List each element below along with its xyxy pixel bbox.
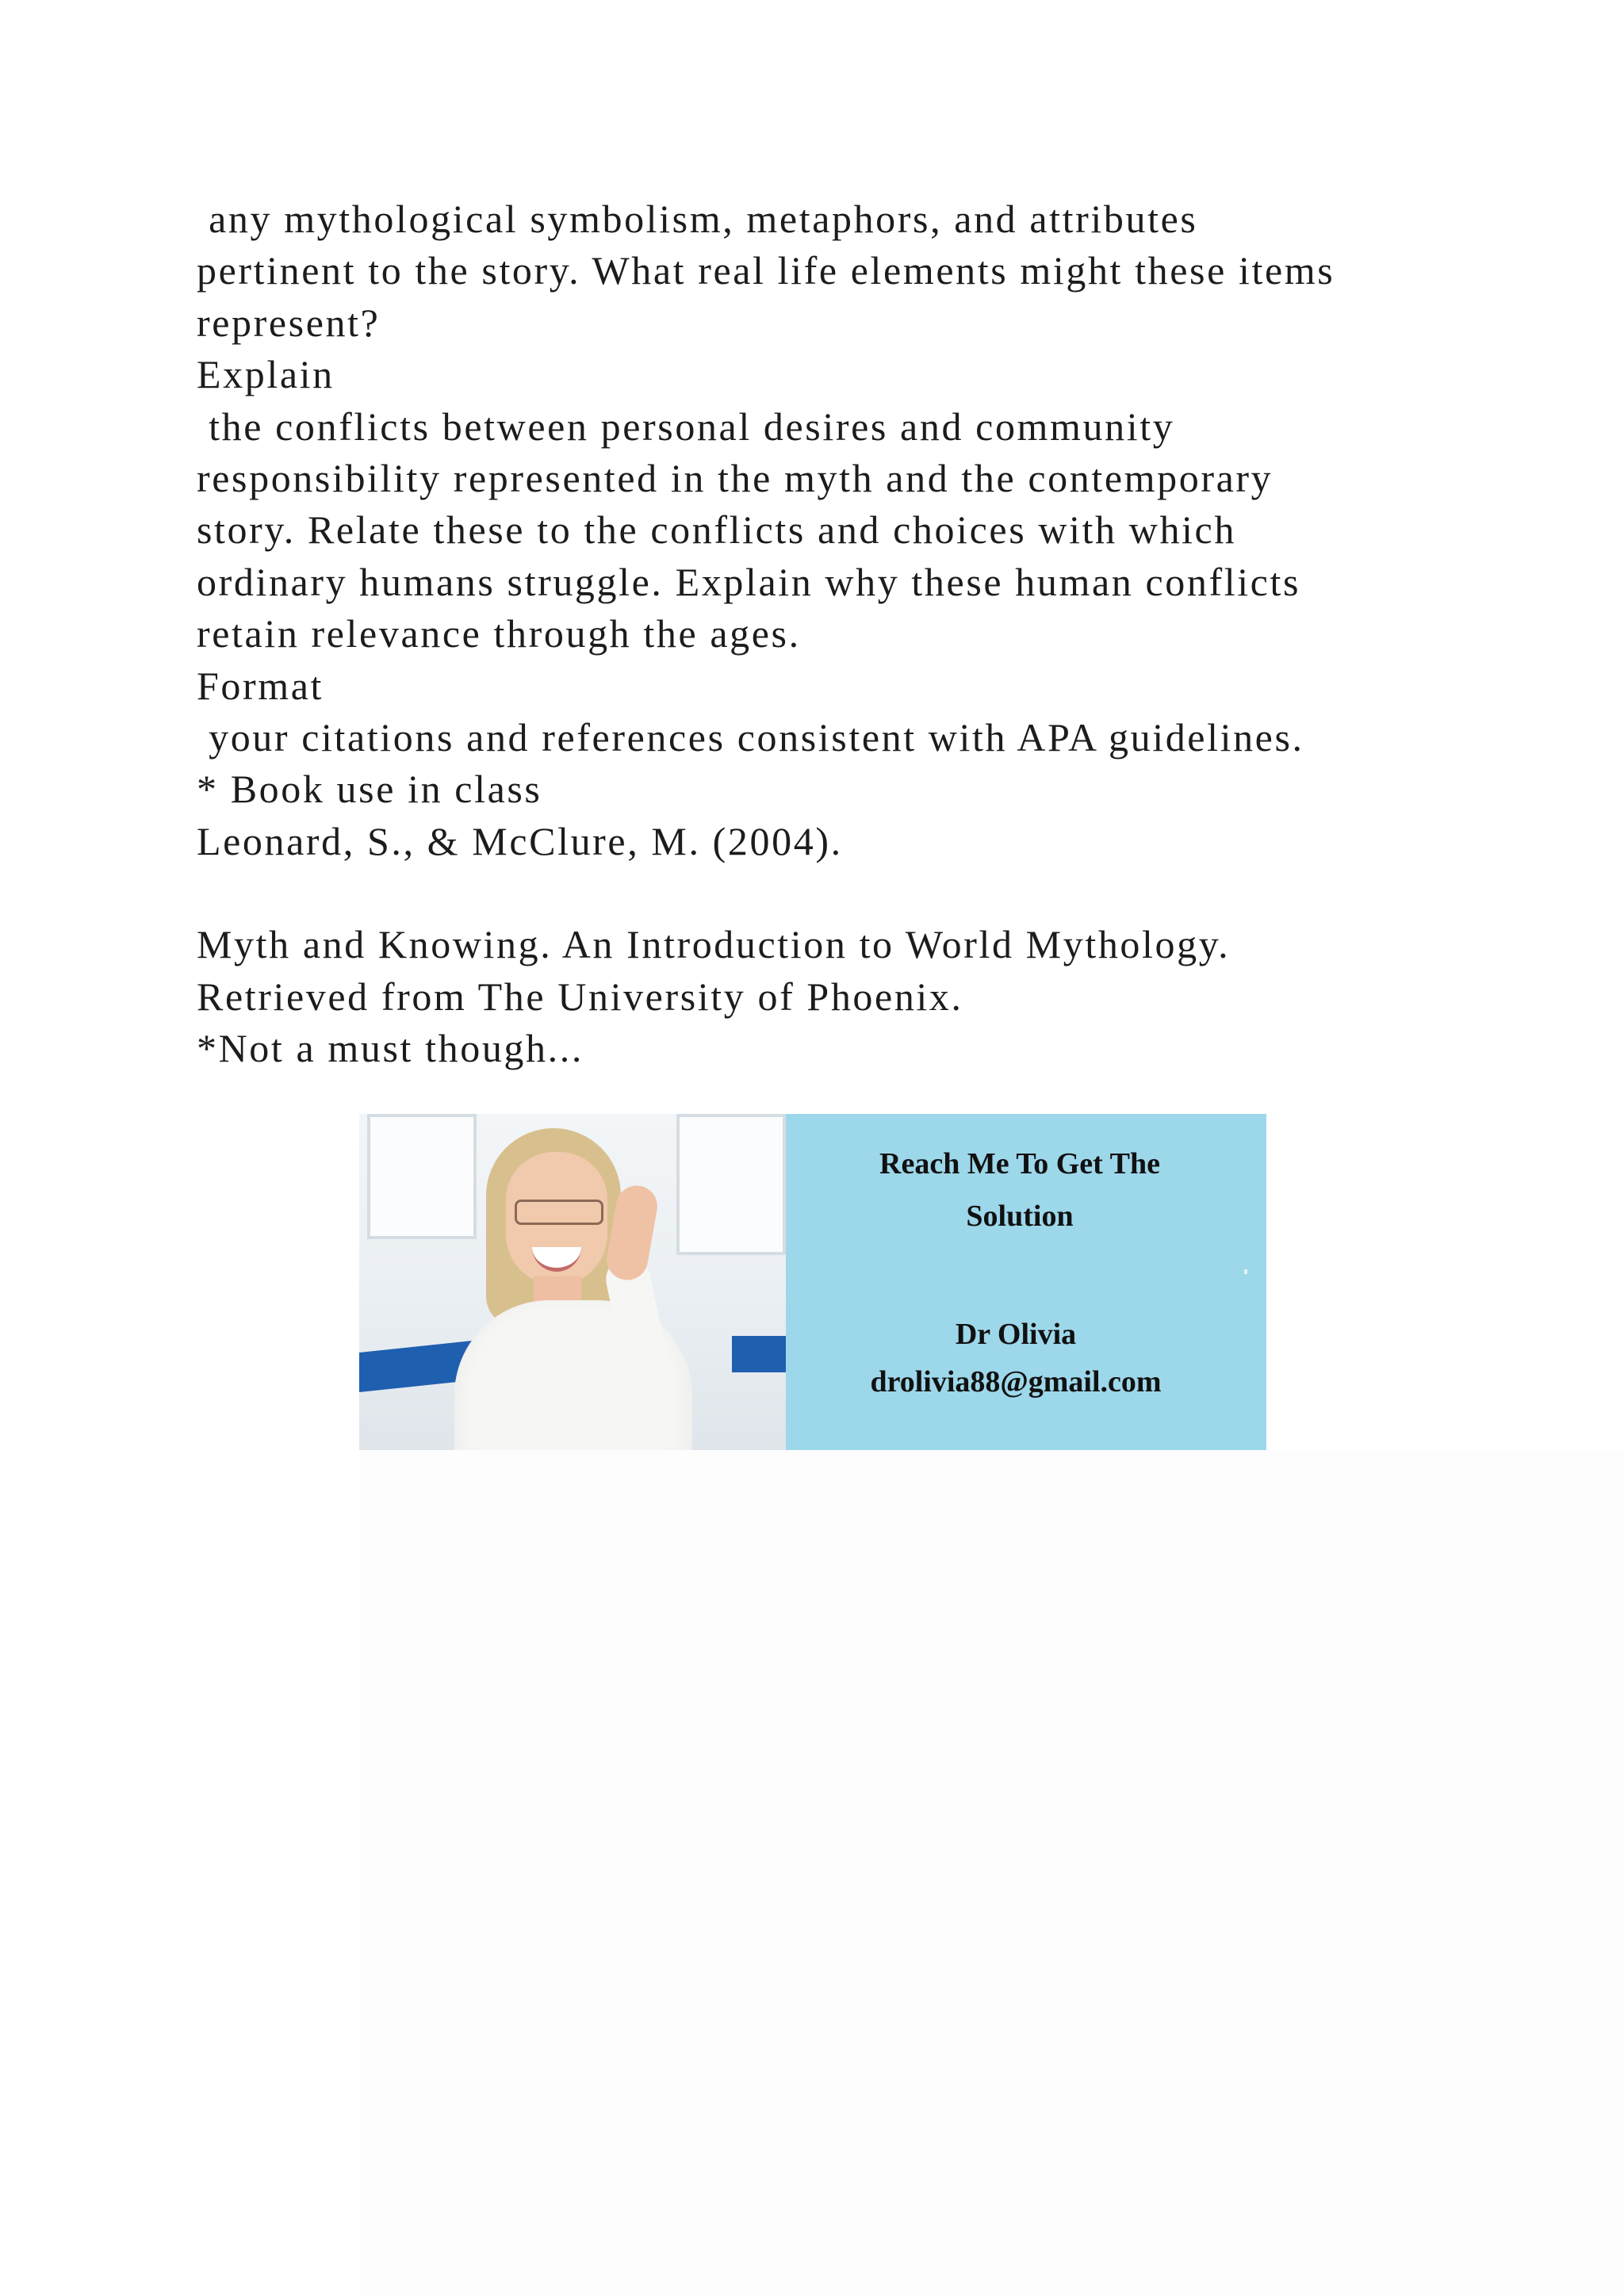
glasses-shape [515,1200,603,1225]
document-body [197,193,1497,1075]
blank-line [197,867,1497,919]
reference-title-line: Myth and Knowing. An Introduction to World Mythology. [197,922,1231,967]
text-line: represent? [197,300,381,345]
text-line: any mythological symbolism, metaphors, and attributes [197,197,1198,241]
page-lower-area [359,1450,1624,2296]
text-line: *Not a must though... [197,1026,584,1071]
text-line: your citations and references consistent with APA guidelines. [197,714,1304,760]
text-line: Format [197,663,324,708]
headline-line: Reach Me To Get The [879,1147,1160,1181]
blue-chair-shape [732,1336,786,1372]
text-line: * Book use in class [197,767,542,812]
decorative-dot [1244,1269,1247,1274]
text-line: the conflicts between personal desires and community [197,404,1175,449]
headline-line: Solution [966,1200,1074,1233]
banner-contact [786,1311,1246,1406]
banner-headline [786,1138,1254,1242]
text-line: pertinent to the story. What real life elements might these items [197,248,1335,293]
reference-source-line: Retrieved from The University of Phoenix. [197,974,963,1019]
text-line: retain relevance through the ages. [197,611,801,656]
text-line: Explain [197,352,335,397]
text-line: responsibility represented in the myth and the contemporary [197,455,1274,500]
contact-name: Dr Olivia [955,1318,1077,1351]
window-pane [367,1114,477,1239]
text-line: ordinary humans struggle. Explain why these human conflicts [197,559,1301,604]
contact-banner [359,1114,1266,1450]
text-line: story. Relate these to the conflicts and choices with which [197,507,1236,553]
banner-info-panel [786,1114,1266,1450]
contact-email[interactable]: drolivia88@gmail.com [870,1365,1162,1399]
woman-photo [359,1114,786,1450]
window-pane [676,1114,786,1255]
reference-author-line: Leonard, S., & McClure, M. (2004). [197,818,843,863]
